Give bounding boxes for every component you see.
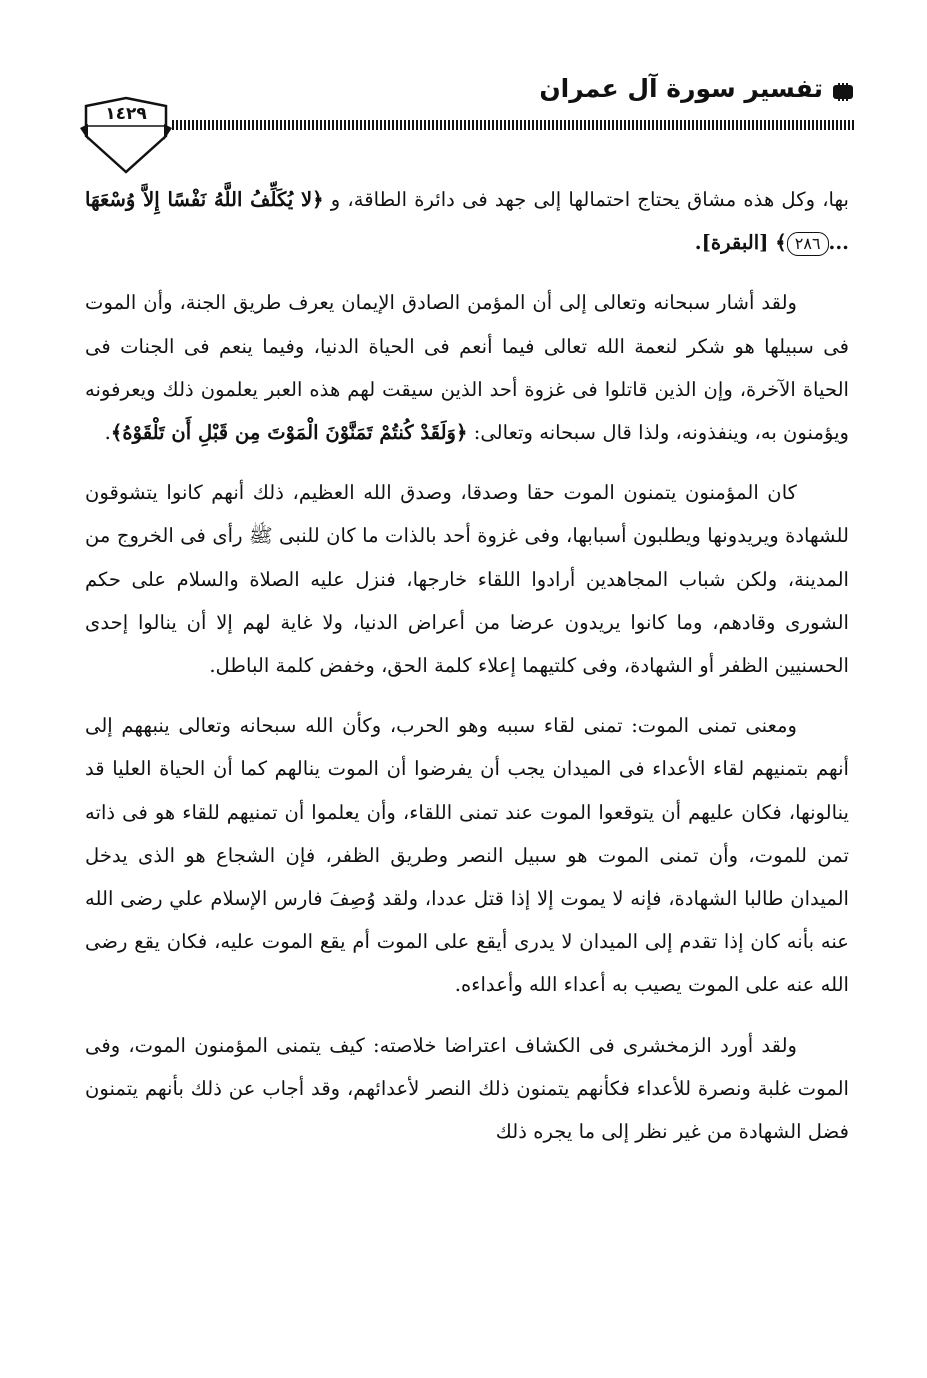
ornament-icon [831,80,855,104]
surah-reference: [البقرة]. [694,231,776,255]
ayah-number-badge: ٢٨٦ [787,232,829,256]
paragraph-text: بها، وكل هذه مشاق يحتاج احتمالها إلى جهد فى دائرة الطاقة، و [323,188,849,211]
ornate-bracket-close: ﴾ [110,421,123,445]
paragraph: كان المؤمنون يتمنون الموت حقا وصدقا، وصدق الله العظيم، ذلك أنهم كانوا يتشوقون للشهادة ويريدونها ويطلبون أسبابها، وفى غزوة أحد بالذات ما كان للنبى ﷺ رأى فى الخروج من المدينة، ولكن شباب المجاهدين أرادوا اللقاء خارجها، فنزل عليه الصلاة والسلام على حكم الشورى وقادهم، وما كانوا يريدون عرضا من أعراض الدنيا، ولا غاية لهم إلا أن ينالوا إحدى الحسنيين الظفر أو الشهادة، وفى كلتيهما إعلاء كلمة الحق، وخفض كلمة الباطل. [85,481,849,678]
paragraph-end: . [104,421,111,445]
quran-quote: وَلَقَدْ كُنتُمْ تَمَنَّوْنَ الْمَوْتَ مِن قَبْلِ أَن تَلْقَوْهُ [122,421,457,445]
paragraph: ولقد أورد الزمخشرى فى الكشاف اعتراضا خلاصته: كيف يتمنى المؤمنون الموت، وفى الموت غلبة ونصرة للأعداء فكأنهم يتمنون ذلك النصر لأعدائهم، وقد أجاب عن ذلك بأنهم يتمنون فضل الشهادة من غير نظر إلى ما يجره ذلك [85,1033,849,1144]
ornate-bracket-close: ﴾ [775,231,787,255]
ornate-bracket-open: ﴿ [456,421,468,445]
ornate-bracket-open: ﴿ [312,188,324,211]
body-text [85,178,849,1170]
page-number: ١٤٢٩ [105,104,147,124]
paragraph [85,178,849,264]
header-rule [172,120,855,130]
paragraph [85,281,849,454]
paragraph-text: ولقد أشار سبحانه وتعالى إلى أن المؤمن الصادق الإيمان يعرف طريق الجنة، وأن الموت فى سبيلها هو شكر لنعمة الله تعالى فيما أنعم فى الحياة الدنيا، وفيما ينعم فى الجنات فى الحياة الآخرة، وإن الذين قاتلوا فى غزوة أحد الذين سيقت لهم هذه العبر يعلمون ذلك ويعرفونه ويؤمنون به، وينفذونه، ولذا قال سبحانه وتعالى: [85,291,849,445]
quran-quote: لا يُكَلِّفُ اللَّهُ نَفْسًا إِلاَّ وُسْعَهَا ... [85,188,849,255]
paragraph: ومعنى تمنى الموت: تمنى لقاء سببه وهو الحرب، وكأن الله سبحانه وتعالى ينبههم إلى أنهم بتمنيهم لقاء الأعداء فى الميدان يجب أن يفرضوا أن الموت ينالهم كما أن الحياة العليا قد ينالونها، فكان عليهم أن يتوقعوا الموت عند تمنى اللقاء، وأن يعلموا أن تمنيهم للقاء هو فى ذاته تمن للموت، وأن تمنى الموت هو سبيل النصر وطريق الظفر، فإن الشجاع هو الذى يدخل الميدان طالبا الشهادة، فإنه لا يموت إلا إذا قتل عددا، ولقد وُصِفَ فارس الإسلام علي رضى الله عنه بأنه كان إذا تقدم إلى الميدان لا يدرى أيقع على الموت أم يقع الموت عليه، فكان يقع رضى الله عنه على الموت يصيب به أعداء الله وأعداءه. [85,714,849,997]
running-header-title: تفسير سورة آل عمران [539,74,823,103]
